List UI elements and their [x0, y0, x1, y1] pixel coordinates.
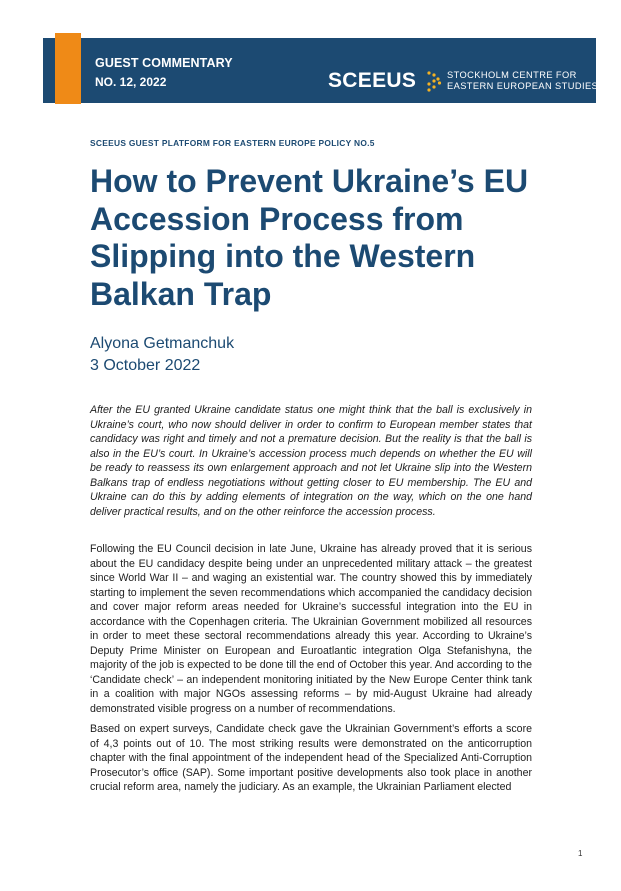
orange-accent-bar	[55, 33, 81, 104]
logo-wordmark: SCEEUS	[328, 69, 417, 92]
guest-commentary-label: GUEST COMMENTARY	[95, 56, 233, 70]
publication-date: 3 October 2022	[90, 357, 201, 374]
logo-subtitle-line2: EASTERN EUROPEAN STUDIES	[447, 81, 599, 91]
author-name: Alyona Getmanchuk	[90, 335, 235, 352]
abstract-paragraph: After the EU granted Ukraine candidate status one might think that the ball is exclusively in Ukraine’s court, who now should deliver in order to confirm to European member states that candidacy was right and timely and not a premature decision. But the reality is that the ball is also in the EU’s court. In Ukraine’s accession process much depends on whether the EU will be ready to reassess its own enlargement approach and not let Ukraine slip into the Western Balkans trap of endless negotiations without getting closer to EU membership. The EU and Ukraine can do this by adding elements of integration on the way, which on the one hand deliver practical results, and on the other reinforce the accession process.	[90, 404, 532, 518]
series-label: SCEEUS GUEST PLATFORM FOR EASTERN EUROPE POLICY NO.5	[90, 138, 375, 148]
page-number: 1	[578, 849, 583, 858]
body-paragraph-1: Following the EU Council decision in late June, Ukraine has already proved that it is serious about the EU candidacy despite being under an unprecedented military attack – the greatest since World War II – and waging an existential war. The country showed this by immediately starting to implement the seven recommendations which accompanied the candidacy decision and cover major reform areas needed for Ukraine’s successful integration into the EU in accordance with the Copenhagen criteria. The Ukrainian Government mobilized all resources in order to meet these sectoral recommendations already this year. According to Ukraine’s Deputy Prime Minister on European and Euroatlantic integration Olga Stefanishyna, the majority of the job is expected to be done till the end of October this year. And according to the ‘Candidate check’ – an independent monitoring initiated by the New Europe Center think tank in a coalition with major NGOs assessing reforms – by mid-August Ukraine had already demonstrated visible progress on a number of recommendations.	[90, 543, 532, 715]
logo-subtitle-line1: STOCKHOLM CENTRE FOR	[447, 70, 577, 80]
body-paragraph-2: Based on expert surveys, Candidate check gave the Ukrainian Government’s efforts a score of 4,3 points out of 10. The most striking results were demonstrated on the anticorruption chapter with the final appointment of the independent head of the Specialized Anti-Corruption Prosecutor’s office (SAP). Some important positive developments also took place in another crucial reform area, namely the judiciary. As an example, the Ukrainian Parliament elected	[90, 723, 532, 793]
logo-dots-icon	[426, 70, 442, 92]
article-title: How to Prevent Ukraine’s EU Accession Process from Slipping into the Western Balkan Trap	[90, 163, 529, 312]
issue-number: NO. 12, 2022	[95, 75, 167, 89]
logo-subtitle	[447, 70, 598, 92]
